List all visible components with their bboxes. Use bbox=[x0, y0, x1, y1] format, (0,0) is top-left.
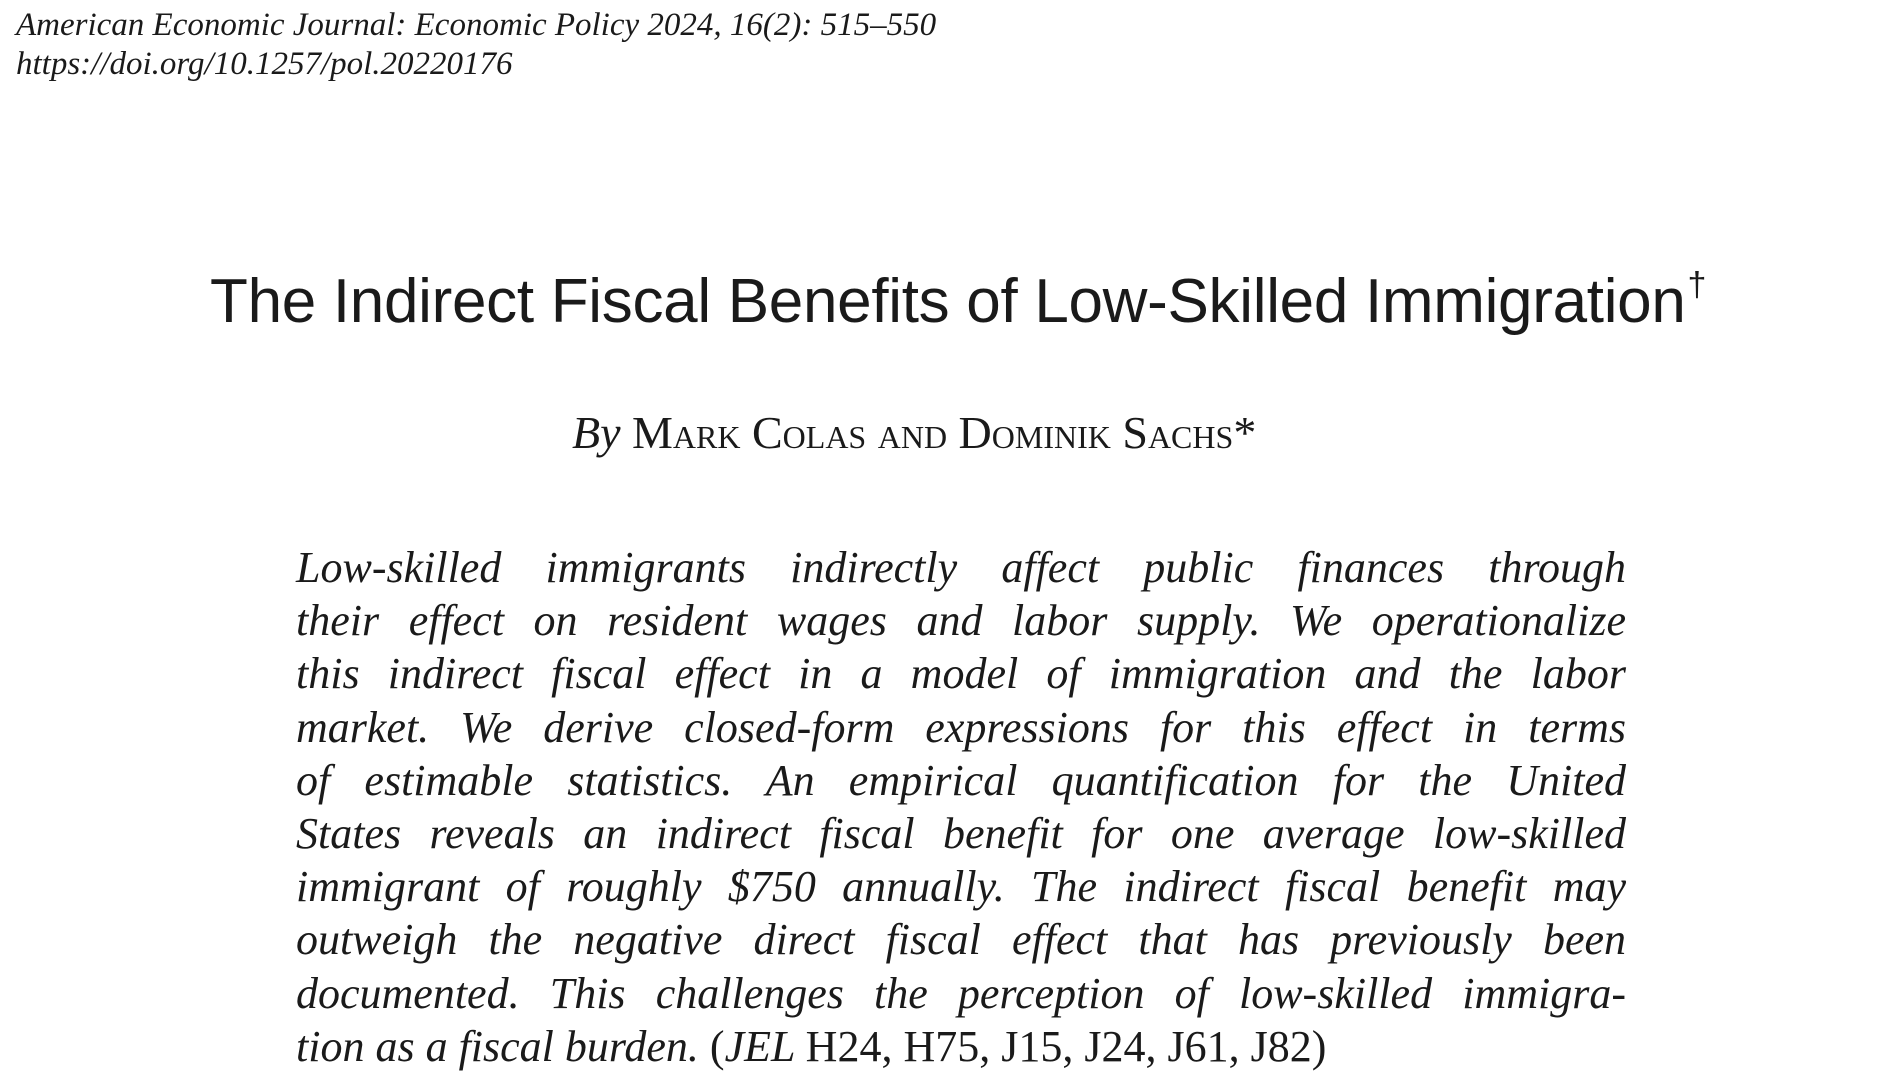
abstract-line: Low-skilled immigrants indirectly affect public finances through bbox=[296, 543, 1626, 592]
abstract-line: documented. This challenges the perception of low-skilled immigra- bbox=[296, 968, 1626, 1018]
author-names: Mark Colas and Dominik Sachs bbox=[632, 407, 1234, 458]
abstract-line: market. We derive closed-form expressions for this effect in terms bbox=[296, 702, 1626, 752]
title-footnote-mark[interactable]: † bbox=[1687, 266, 1707, 304]
abstract-line: outweigh the negative direct fiscal effect that has previously been bbox=[296, 915, 1626, 965]
abstract-line: this indirect fiscal effect in a model of immigration and the labor bbox=[296, 649, 1626, 699]
abstract-line-text: tion as a fiscal burden. bbox=[296, 1021, 699, 1071]
abstract-line: immigrant of roughly $750 annually. The indirect fiscal benefit may bbox=[296, 862, 1626, 912]
jel-open-paren: ( bbox=[709, 1021, 725, 1071]
byline bbox=[572, 405, 1256, 461]
abstract-line: their effect on resident wages and labor supply. We operationalize bbox=[296, 596, 1626, 646]
abstract bbox=[296, 541, 1626, 1073]
abstract-line: States reveals an indirect fiscal benefit for one average low-skilled bbox=[296, 808, 1626, 858]
jel-label: JEL bbox=[724, 1021, 795, 1071]
article-title: The Indirect Fiscal Benefits of Low-Skilled Immigration bbox=[210, 267, 1686, 336]
jel-close-paren: ) bbox=[1311, 1021, 1327, 1071]
jel-codes: H24, H75, J15, J24, J61, J82 bbox=[805, 1021, 1312, 1071]
doi-link[interactable]: https://doi.org/10.1257/pol.20220176 bbox=[16, 46, 513, 82]
journal-header bbox=[16, 6, 936, 84]
author-footnote-mark[interactable]: * bbox=[1233, 407, 1257, 458]
abstract-final-line bbox=[296, 1020, 1626, 1073]
byline-prefix: By bbox=[572, 407, 621, 458]
article-title-block bbox=[210, 262, 1706, 342]
abstract-line: of estimable statistics. An empirical quantification for the United bbox=[296, 755, 1626, 805]
journal-citation: American Economic Journal: Economic Policy 2024, 16(2): 515–550 bbox=[16, 7, 937, 43]
